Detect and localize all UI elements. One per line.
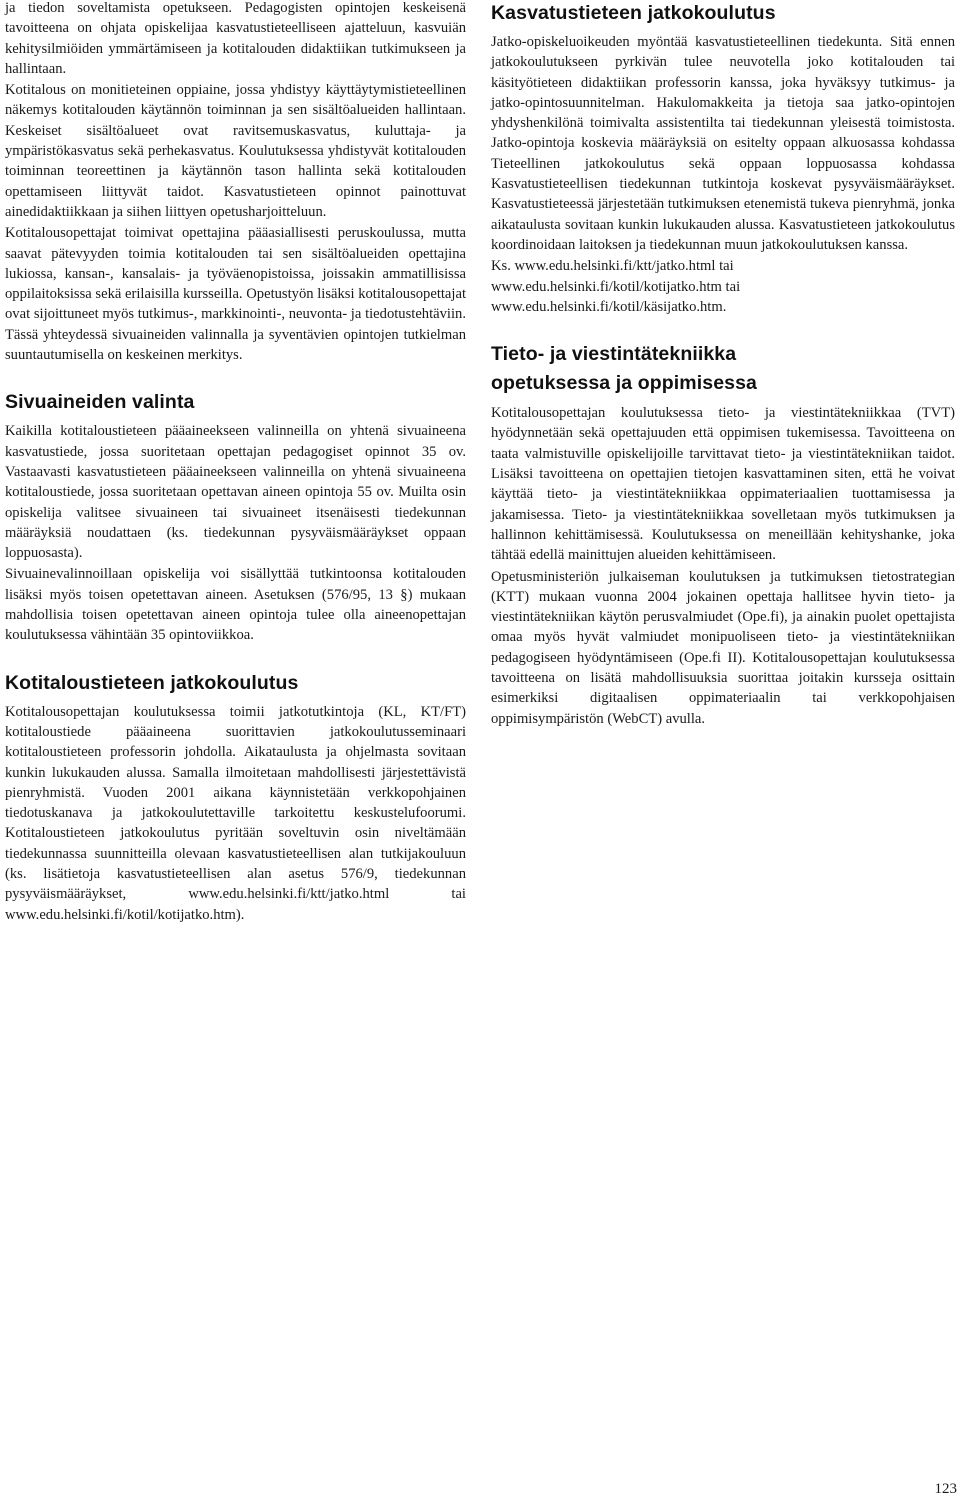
- heading-tvt-line-1: Tieto- ja viestintätekniikka: [491, 343, 737, 366]
- link-line-2[interactable]: www.edu.helsinki.fi/kotil/kotijatko.htm tai: [491, 278, 741, 295]
- heading-tvt: [491, 340, 955, 398]
- right-column: [491, 0, 955, 729]
- link-line-3[interactable]: www.edu.helsinki.fi/kotil/käsijatko.htm.: [491, 298, 727, 315]
- heading-kasvatustieteen-jatkokoulutus: Kasvatustieteen jatkokoulutus: [491, 2, 776, 24]
- tvt-paragraph-1: Kotitalousopettajan koulutuksessa tieto- ja viestintätekniikkaa (TVT) hyödynnetään sekä opettajuuden että oppimisen tukemisessa. Tavoitteena on taata valmistuville opiskelijoille tarvittavat tieto- ja viestintätekniikan taidot. Lisäksi tavoitteena on opettajien tietojen kasvattaminen siten, että he voivat käyttää tieto- ja viestintätekniikkaa oppimateriaalien tuottamisessa ja jakamisessa. Tieto- ja viestintätekniikkaa sovelletaan myös tutkimuksen ja hallinnon kehittämisessä. Koulutuksessa on meneillään kehityshanke, joka tähtää edellä mainittujen alueiden kehittämiseen.: [491, 405, 955, 564]
- left-column: [5, 0, 466, 925]
- sivuaine-paragraph-2: Sivuainevalinnoillaan opiskelija voi sisällyttää tutkintoonsa kotitalouden lisäksi myös toisen opetettavan aineen. Asetuksen (576/95, 13 §) mukaan mahdollisia toisen opetettavan aineen opintoja tulee olla aineenopettajan koulutuksessa vähintään 35 opintoviikkoa.: [5, 566, 466, 644]
- kotitalous-jatko-paragraph: Kotitalousopettajan koulutuksessa toimii jatkotutkintoja (KL, KT/FT) kotitaloustiede pääaineena suorittavien jatkokoulutusseminaari kotitaloustieteen professorin johdolla. Aikataulusta ja ohjelmasta sovitaan kunkin lukukauden alussa. Samalla ilmoitetaan mahdollisesti järjestettävistä pienryhmistä. Vuoden 2001 aikana käynnistetään verkkopohjainen tiedotuskanava ja jatkokoulutettaville tarkoitettu keskustelufoorumi. Kotitaloustieteen jatkokoulutus pyritään soveltuvin osin niveltämään tiedekunnassa suunnitteilla olevaan kasvatustieteellisen alan tutkijakouluun (ks. lisätietoja kasvatustieteellisen alan asetus 576/9, tiedekunnan pysyväismääräykset, www.edu.helsinki.fi/ktt/jatko.html tai www.edu.helsinki.fi/kotil/kotijatko.htm).: [5, 703, 466, 923]
- page-number: 123: [934, 1481, 957, 1497]
- intro-paragraph: ja tiedon soveltamista opetukseen. Pedagogisten opintojen keskeisenä tavoitteena on ohjata opiskelijaa kasvatustieteelliseen ajatteluun, kasvuiän kehitysilmiöiden ymmärtämiseen ja kotitalouden didaktiikan tutkimukseen ja hallintaan.: [5, 0, 466, 77]
- links-block: [491, 256, 955, 317]
- heading-kotitaloustieteen-jatkokoulutus: Kotitaloustieteen jatkokoulutus: [5, 671, 299, 694]
- kasvatus-jatko-paragraph: Jatko-opiskeluoikeuden myöntää kasvatustieteellinen tiedekunta. Sitä ennen jatkokoulutukseen pyrkivän tulee neuvotella joko kotitalouden tai käsityötieteen didaktiikan professorin kanssa, joka hyväksyy tutkimus- ja jatko-opintosuunnitelman. Hakulomakkeita ja tietoja saa jatko-opintojen yhdyshenkilönä toimivalta assistentilta tai tiedekunnan yleisestä toimistosta. Jatko-opintoja koskevia määräyksiä on esitelty oppaan alkuosassa kohdassa Tieteellinen jatkokoulutus sekä oppaan loppuosassa kohdassa Kasvatustieteellisen tiedekunnan tutkintoja koskevat pysyväismääräykset. Kasvatustieteessä järjestetään tutkimuksen etenemistä tukeva pienryhmä, jonka aikataulusta sovitaan kunkin lukukauden alussa. Kasvatustieteen jatkokoulutus koordinoidaan laitoksen ja tiedekunnan muun jatkokoulutuksen kanssa.: [491, 34, 955, 253]
- heading-tvt-line-2: opetuksessa ja oppimisessa: [491, 372, 757, 395]
- sivuaine-paragraph-1: Kaikilla kotitaloustieteen pääaineekseen valinneilla on yhtenä sivuaineena kasvatustiede, jossa suoritetaan opettajan pedagogiset opinnot 35 ov. Vastaavasti kasvatustieteen pääaineekseen valinneilla on yhtenä sivuaineena kotitaloustiede, jossa suoritetaan opettavan aineen opintoja 55 ov. Muilta osin opiskelija valitsee sivuaineen tai sivuaineet itsenäisesti tiedekunnan määräyksiä noudattaen (ks. tiedekunnan pysyväismääräykset oppaan loppuosasta).: [5, 423, 466, 562]
- link-line-1[interactable]: Ks. www.edu.helsinki.fi/ktt/jatko.html tai: [491, 258, 734, 275]
- kotitalousopettajat-paragraph: Kotitalousopettajat toimivat opettajina pääasiallisesti peruskoulussa, mutta saavat pätevyyden toimia kotitalouden tai sen sisältöalueiden opettajina lukiossa, kansan-, kansalais- ja työväenopistoissa, joissakin ammatillisissa oppilaitoksissa sekä erilaisilla kursseilla. Opetustyön lisäksi kotitalousopettajat ovat sijoittuneet myös tutkimus-, markkinointi-, neuvonta- ja tiedotustehtäviin. Tässä yhteydessä sivuaineiden valinnalla ja syventävien opintojen tutkielman suuntautumisella on keskeinen merkitys.: [5, 225, 466, 364]
- tvt-paragraph-2: Opetusministeriön julkaiseman koulutuksen ja tutkimuksen tietostrategian (KTT) mukaan vuonna 2004 jokainen opettaja hallitsee hyvin tieto- ja viestintätekniikan käytön perusvalmiudet (Ope.fi), ja ainakin puolet opettajista omaa myös hyvät valmiudet monipuoliseen tieto- ja viestintätekniikan pedagogiseen hyödyntämiseen (Ope.fi II). Kotitalousopettajan koulutuksessa tavoitteena on lisätä mahdollisuuksia suorittaa joitakin kursseja osittain esimerkiksi digitaalisen oppimateriaalin tai verkkopohjaisen oppimisympäristön (WebCT) avulla.: [491, 568, 955, 727]
- kotitalous-paragraph: Kotitalous on monitieteinen oppiaine, jossa yhdistyy käyttäytymistieteellinen näkemys kotitalouden käytännön toiminnan ja sen sisältöalueiden hallintaan. Keskeiset sisältöalueet ovat ravitsemuskasvatus, kuluttaja- ja ympäristökasvatus sekä perhekasvatus. Koulutuksessa yhdistyvät kotitalouden toiminnan teoreettinen ja käytännön tason hallinta sekä kotitalouden opettamiseen liittyvät taidot. Kasvatustieteen opinnot painottuvat ainedidaktiikkaan ja siihen liittyen opetusharjoitteluun.: [5, 82, 466, 220]
- heading-sivuaineiden-valinta: Sivuaineiden valinta: [5, 391, 195, 414]
